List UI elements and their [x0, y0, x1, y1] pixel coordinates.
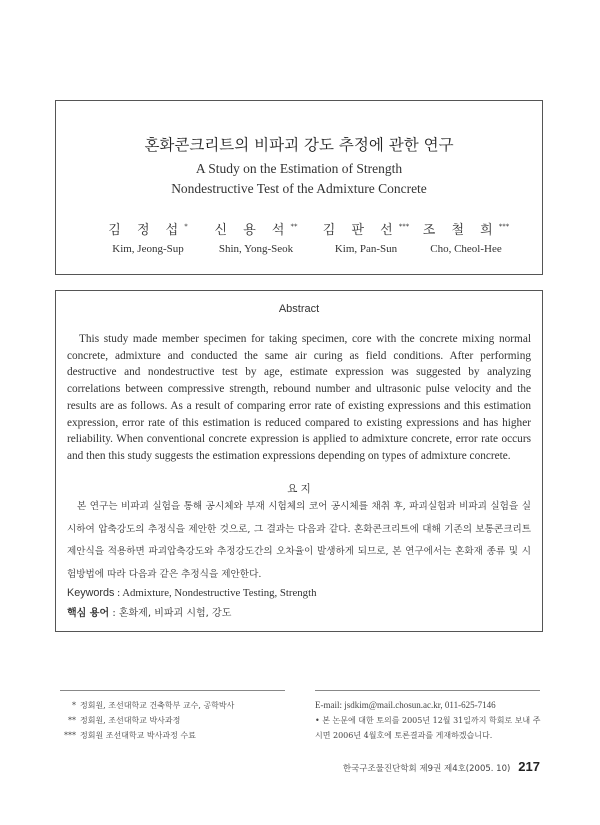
page-number: 217: [518, 759, 540, 774]
keywords-line: [67, 587, 316, 599]
footnote-item: [60, 713, 300, 728]
keywords-value: : Admixture, Nondestructive Testing, Strength: [117, 587, 317, 599]
author-4-mark: ***: [498, 222, 510, 231]
abstract-block: [55, 290, 543, 632]
korean-title: 혼화콘크리트의 비파괴 강도 추정에 관한 연구: [144, 136, 454, 154]
abstract-heading: Abstract: [278, 303, 320, 315]
english-title-line-1: A Study on the Estimation of Strength: [195, 161, 403, 176]
author-3-korean-name: 김 판 선: [322, 223, 399, 238]
affiliation-footnotes: [60, 698, 300, 743]
footnote-mark: *: [72, 701, 76, 710]
author-3-english-name: Kim, Pan-Sun: [334, 243, 398, 255]
author-1-korean-name: 김 정 섭: [108, 223, 185, 238]
author-2: [196, 219, 316, 255]
discussion-note: • 본 논문에 대한 토의를 2005년 12월 31일까지 학회로 보내 주시면 2006년 4월호에 토론결과를 게재하겠습니다.: [315, 716, 541, 740]
korean-summary-heading: 요 지: [287, 483, 311, 495]
author-2-korean-name: 신 용 석: [214, 223, 291, 238]
journal-citation: 한국구조물진단학회 제9권 제4호(2005. 10): [342, 764, 511, 774]
footnote-mark: ***: [64, 731, 76, 740]
korean-keywords-value: : 혼화제, 비파괴 시험, 강도: [112, 608, 232, 619]
contact-email: E-mail: jsdkim@mail.chosun.ac.kr, 011-625-7146: [315, 700, 496, 710]
footnote-item: [60, 728, 300, 743]
author-2-english-name: Shin, Yong-Seok: [218, 243, 294, 255]
footnote-text: 정회원, 조선대학교 박사과정: [80, 716, 181, 725]
author-1: [88, 219, 208, 255]
footnote-mark: **: [68, 716, 76, 725]
footnote-rule-left: [60, 690, 285, 691]
author-1-english-name: Kim, Jeong-Sup: [112, 243, 184, 255]
abstract-text: This study made member specimen for taking specimen, core with the concrete mixing normal concrete, admixture and conducted the same air curing as field conditions. After performing destructive and nondestructive test by age, estimate expression was suggested by analyzing correlations between compressive strength, rebound number and ultrasonic pulse velocity and the results are as follows. As a result of comparing error rate of existing expressions and this estimation expression, error rate of this estimation is reduced compared to existing expressions and has higher reliability. When conventional concrete expression is applied to admixture concrete, error rate occurs and then this study suggests the estimation expressions depending on types of admixture concrete.: [67, 333, 531, 462]
keywords-label: Keywords: [67, 587, 115, 599]
author-4-english-name: Cho, Cheol-Hee: [430, 243, 502, 255]
contact-footnotes: [315, 698, 543, 743]
author-2-mark: **: [290, 222, 298, 231]
footnote-item: [60, 698, 300, 713]
korean-keywords-label: 핵심 용어: [67, 608, 110, 619]
footnote-text: 정회원 조선대학교 박사과정 수료: [80, 731, 196, 740]
title-block: [55, 100, 543, 275]
author-3-mark: ***: [398, 222, 410, 231]
korean-summary-text: 본 연구는 비파괴 실험을 통해 공시체와 부재 시험체의 코어 공시체를 채취 후, 파괴실험과 비파괴 실험을 실시하여 압축강도의 추정식을 제안한 것으로, 그 결과는 다음과 같다. 혼화콘크리트에 대해 기존의 보통콘크리트 제안식을 적용하면 파괴압축강도와 추정강도간의 오차율이 발생하게 되므로, 본 연구에서는 혼화재 종류 및 시험방법에 따라 다음과 같은 추정식을 제안한다.: [67, 501, 531, 581]
footnote-rule-right: [315, 690, 540, 691]
author-1-mark: *: [184, 222, 188, 231]
footnote-text: 정회원, 조선대학교 건축학부 교수, 공학박사: [80, 701, 235, 710]
english-title-line-2: Nondestructive Test of the Admixture Concrete: [171, 181, 427, 196]
author-4: [406, 219, 526, 255]
page-footer: [343, 759, 540, 774]
korean-keywords-line: [67, 604, 231, 619]
author-4-korean-name: 조 철 희: [422, 223, 499, 238]
